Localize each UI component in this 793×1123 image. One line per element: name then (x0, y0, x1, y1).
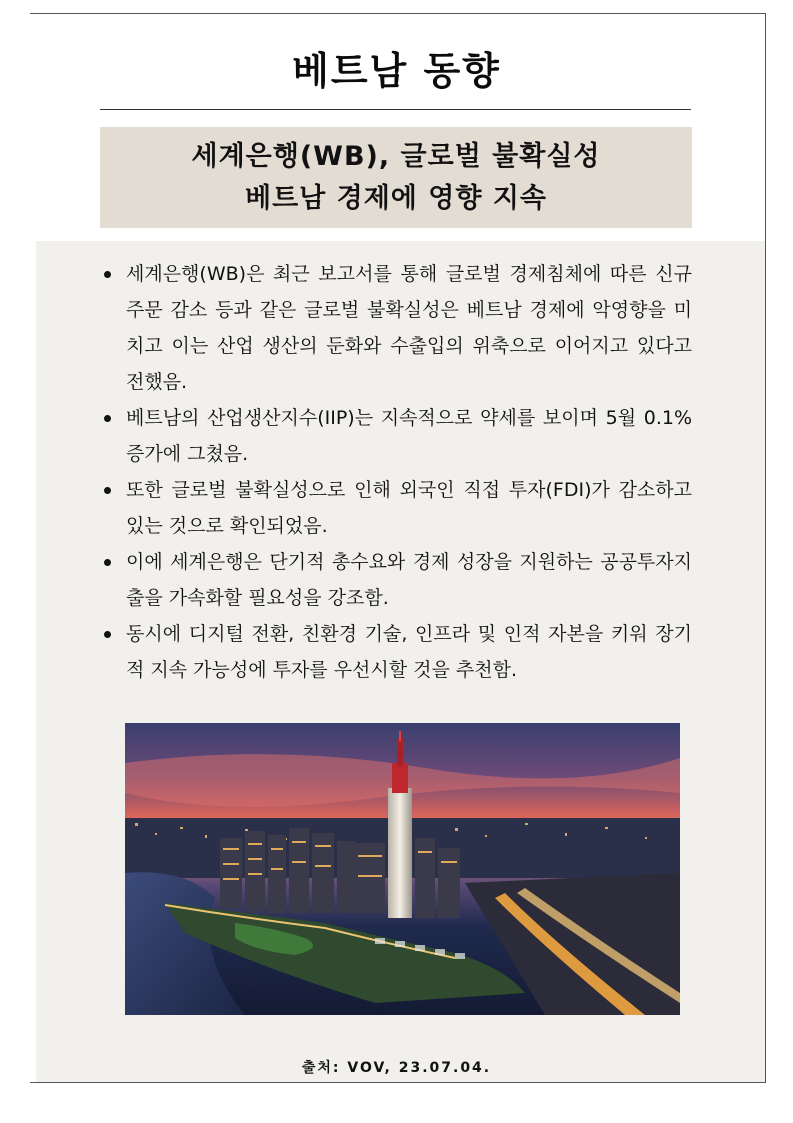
page-border-right (765, 13, 766, 1083)
bullet-text: 베트남의 산업생산지수(IIP)는 지속적으로 약세를 보이며 5월 0.1% 증가에 그쳤음. (126, 407, 692, 465)
headline-line-2: 베트남 경제에 영향 지속 (244, 182, 548, 214)
bullet-text: 세계은행(WB)은 최근 보고서를 통해 글로벌 경제침체에 따른 신규주문 감소 등과 같은 글로벌 불확실성은 베트남 경제에 악영향을 미치고 이는 산업 생산의 둔화와 수출입의 위축으로 이어지고 있다고 전했음. (126, 263, 692, 393)
bullet-item (100, 616, 692, 688)
bullet-text: 이에 세계은행은 단기적 총수요와 경제 성장을 지원하는 공공투자지출을 가속화할 필요성을 강조함. (126, 551, 692, 609)
bullet-dot-icon (104, 415, 111, 422)
city-skyline-photo (125, 723, 680, 1015)
page-border-top (30, 13, 765, 14)
bullet-item (100, 400, 692, 472)
page-border-bottom (30, 1082, 766, 1083)
headline-box (100, 127, 692, 228)
bullet-dot-icon (104, 631, 111, 638)
headline-line-1: 세계은행(WB), 글로벌 불확실성 (191, 140, 601, 172)
bullet-dot-icon (104, 559, 111, 566)
source-citation: 출처: VOV, 23.07.04. (301, 1060, 492, 1076)
bullet-text: 또한 글로벌 불확실성으로 인해 외국인 직접 투자(FDI)가 감소하고 있는 것으로 확인되었음. (126, 479, 692, 537)
title-divider (100, 109, 691, 110)
bullet-text: 동시에 디지털 전환, 친환경 기술, 인프라 및 인적 자본을 키워 장기적 지속 가능성에 투자를 우선시할 것을 추천함. (126, 623, 692, 681)
bullet-item (100, 472, 692, 544)
page-title: 베트남 동향 (292, 49, 501, 93)
bullet-dot-icon (104, 271, 111, 278)
bullet-dot-icon (104, 487, 111, 494)
bullet-item (100, 544, 692, 616)
bullet-list (100, 256, 692, 688)
bullet-item (100, 256, 692, 400)
